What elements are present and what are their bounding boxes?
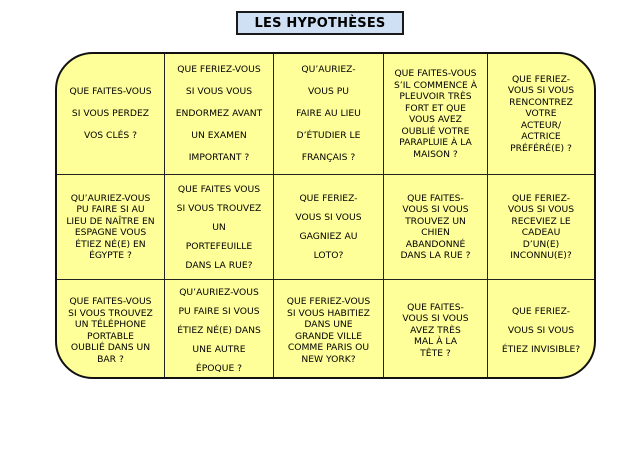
card-r2-c5: QUE FERIEZ- VOUS SI VOUS RECEVIEZ LE CADEAU D’UN(E) INCONNU(E)? bbox=[488, 175, 594, 280]
card-r1-c1: QUE FAITES-VOUS SI VOUS PERDEZ VOS CLÉS ? bbox=[57, 54, 165, 175]
card-r1-c3: QU’AURIEZ- VOUS PU FAIRE AU LIEU D’ÉTUDIER LE FRANÇAIS ? bbox=[274, 54, 384, 175]
card-r3-c3: QUE FERIEZ-VOUS SI VOUS HABITIEZ DANS UNE GRANDE VILLE COMME PARIS OU NEW YORK? bbox=[274, 280, 384, 379]
card-r2-c4: QUE FAITES- VOUS SI VOUS TROUVEZ UN CHIEN ABANDONNÉ DANS LA RUE ? bbox=[384, 175, 488, 280]
card-r3-c1: QUE FAITES-VOUS SI VOUS TROUVEZ UN TÉLÉPHONE PORTABLE OUBLIÉ DANS UN BAR ? bbox=[57, 280, 165, 379]
card-r1-c4: QUE FAITES-VOUS S’IL COMMENCE À PLEUVOIR TRÈS FORT ET QUE VOUS AVEZ OUBLIÉ VOTRE PARAPLUIE À LA MAISON ? bbox=[384, 54, 488, 175]
card-r3-c2: QU’AURIEZ-VOUS PU FAIRE SI VOUS ÉTIEZ NÉ(E) DANS UNE AUTRE ÉPOQUE ? bbox=[165, 280, 274, 379]
card-r3-c4: QUE FAITES- VOUS SI VOUS AVEZ TRÈS MAL À LA TÊTE ? bbox=[384, 280, 488, 379]
page-title: LES HYPOTHÈSES bbox=[236, 11, 404, 35]
card-r2-c1: QU’AURIEZ-VOUS PU FAIRE SI AU LIEU DE NAÎTRE EN ESPAGNE VOUS ÉTIEZ NÉ(E) EN ÉGYPTE ? bbox=[57, 175, 165, 280]
card-r2-c2: QUE FAITES VOUS SI VOUS TROUVEZ UN PORTEFEUILLE DANS LA RUE? bbox=[165, 175, 274, 280]
card-r2-c3: QUE FERIEZ- VOUS SI VOUS GAGNIEZ AU LOTO? bbox=[274, 175, 384, 280]
card-r1-c2: QUE FERIEZ-VOUS SI VOUS VOUS ENDORMEZ AVANT UN EXAMEN IMPORTANT ? bbox=[165, 54, 274, 175]
card-r1-c5: QUE FERIEZ- VOUS SI VOUS RENCONTREZ VOTRE ACTEUR/ ACTRICE PRÉFÉRÉ(E) ? bbox=[488, 54, 594, 175]
card-r3-c5: QUE FERIEZ- VOUS SI VOUS ÉTIEZ INVISIBLE? bbox=[501, 306, 581, 355]
hypotheses-card-grid bbox=[55, 52, 596, 379]
